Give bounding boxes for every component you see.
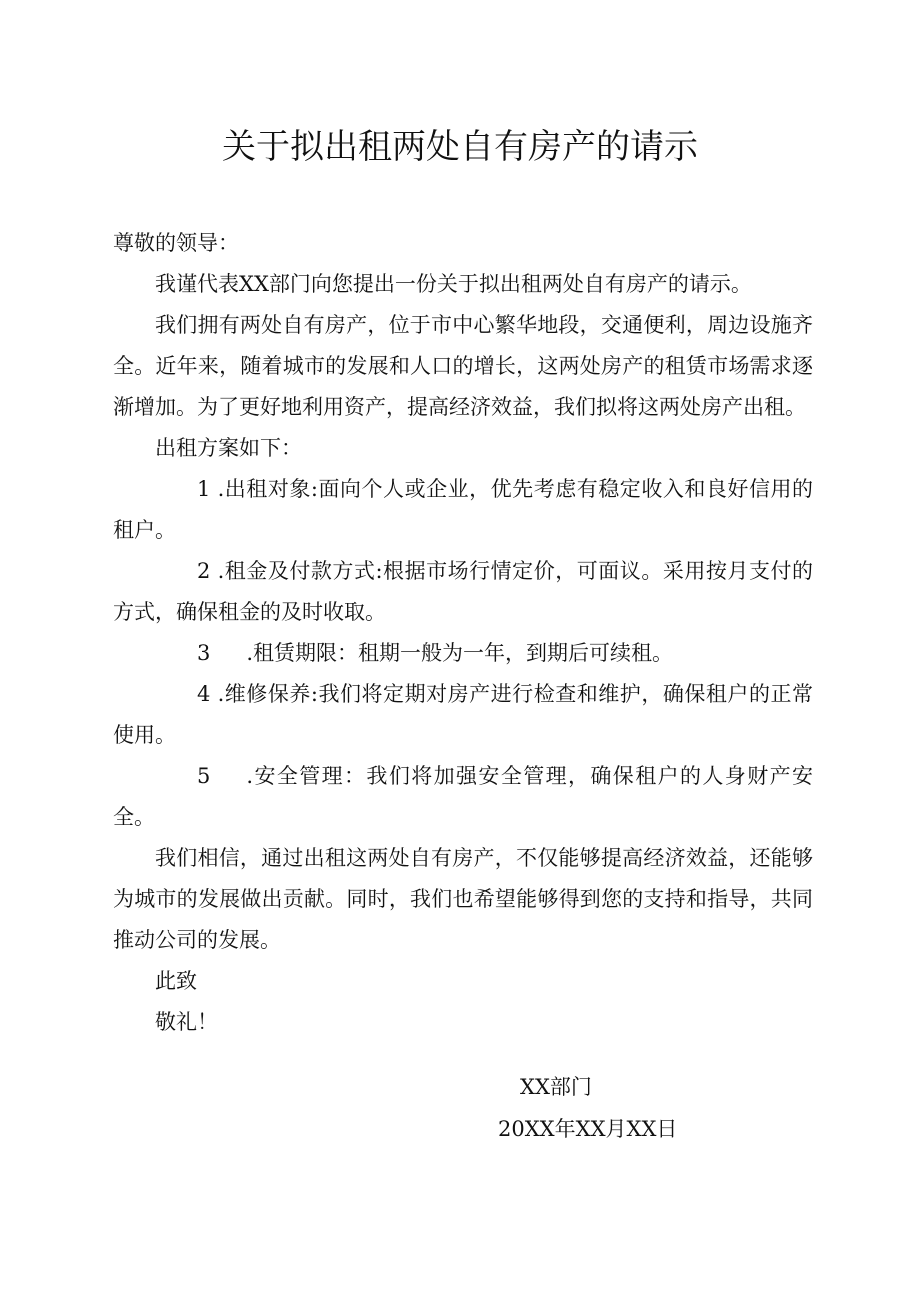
plan-item-text: .出租对象:面向个人或企业，优先考虑有稳定收入和良好信用的租户。 (113, 477, 813, 542)
plan-item-number: 4 (197, 682, 211, 706)
background-paragraph: 我们拥有两处自有房产，位于市中心繁华地段，交通便利，周边设施齐全。近年来，随着城市的发展和人口的增长，这两处房产的租赁市场需求逐渐增加。为了更好地利用资产，提高经济效益，我们拟将这两处房产出租。 (113, 313, 813, 419)
plan-item-text: .维修保养:我们将定期对房产进行检查和维护，确保租户的正常使用。 (113, 682, 813, 747)
plan-item-number: 5 (197, 764, 211, 788)
plan-item-text: .租金及付款方式:根据市场行情定价，可面议。采用按月支付的方式，确保租金的及时收取。 (113, 559, 813, 624)
closing-line-1: 此致 (155, 969, 197, 993)
signature-department: XX部门 (520, 1075, 592, 1099)
document-body (113, 223, 813, 1043)
plan-item-3 (113, 633, 813, 674)
salutation: 尊敬的领导： (113, 231, 239, 255)
plan-item-text: .租赁期限：租期一般为一年，到期后可续租。 (246, 641, 674, 665)
conclusion-paragraph: 我们相信，通过出租这两处自有房产，不仅能够提高经济效益，还能够为城市的发展做出贡献。同时，我们也希望能够得到您的支持和指导，共同推动公司的发展。 (113, 846, 813, 952)
plan-item-number: 1 (197, 477, 211, 501)
plan-item-number: 2 (197, 559, 211, 583)
plan-item-number: 3 (197, 641, 211, 665)
plan-heading: 出租方案如下： (155, 436, 302, 460)
plan-item-1 (113, 469, 813, 551)
signature-date: 20XX年XX月XX日 (498, 1117, 678, 1141)
intro-paragraph: 我谨代表XX部门向您提出一份关于拟出租两处自有房产的请示。 (155, 272, 752, 296)
closing-line-2: 敬礼！ (155, 1010, 218, 1034)
document-title: 关于拟出租两处自有房产的请示 (222, 127, 698, 167)
plan-item-5 (113, 756, 813, 838)
plan-item-2 (113, 551, 813, 633)
plan-item-text: .安全管理：我们将加强安全管理，确保租户的人身财产安全。 (113, 764, 813, 829)
plan-item-4 (113, 674, 813, 756)
